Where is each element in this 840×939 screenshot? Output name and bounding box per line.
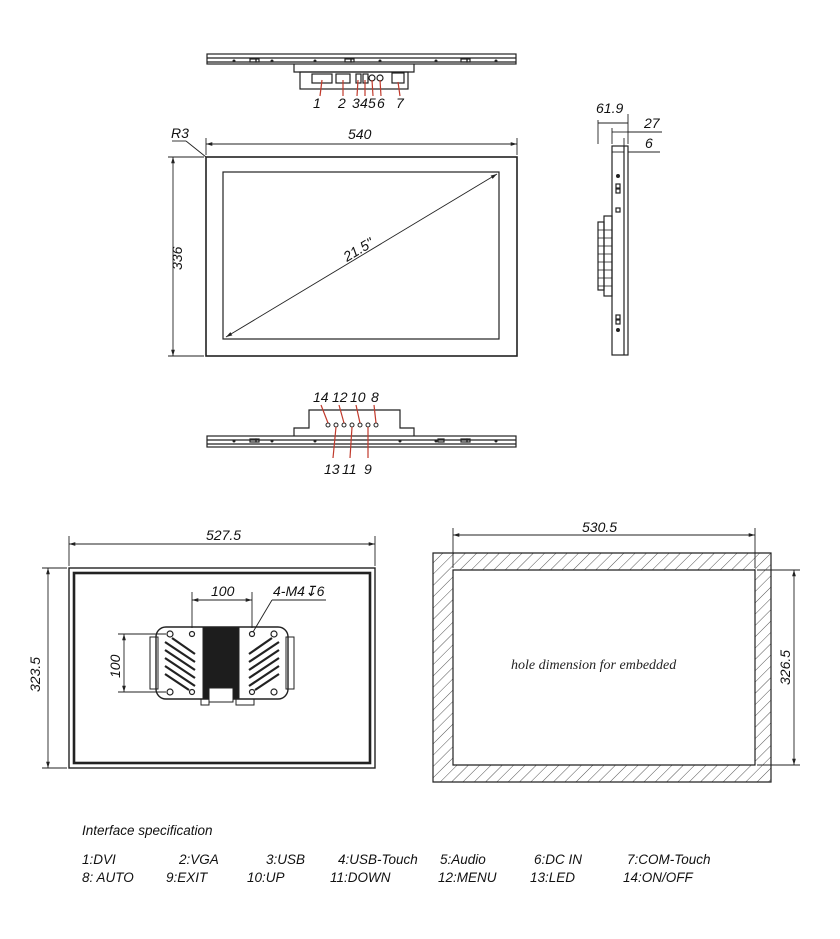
side-view [598,146,628,355]
callout-7: 7 [396,95,404,111]
callout-4: 4 [360,95,368,111]
interface-item: 5:Audio [440,852,486,867]
interface-item: 1:DVI [82,852,116,867]
rear-height-label: 323.5 [27,656,43,692]
corner-radius-label: R3 [171,125,189,141]
interface-item: 7:COM-Touch [627,852,711,867]
interface-item: 2:VGA [179,852,219,867]
top-view [207,54,516,89]
bottom-view [207,410,516,447]
interface-row-1 [82,852,782,870]
interface-item: 3:USB [266,852,306,867]
callout-14: 14 [313,389,329,405]
callout-13: 13 [324,461,340,477]
interface-row-2 [82,870,782,888]
interface-specification [82,823,782,888]
callout-3: 3 [352,95,360,111]
vesa-width-label: 100 [211,583,235,599]
interface-item: 11:DOWN [330,870,391,885]
interface-item: 6:DC IN [534,852,583,867]
side-bezel-depth-label: 27 [644,115,660,131]
cutout-note: hole dimension for embedded [511,658,677,673]
callout-8: 8 [371,389,379,405]
callout-5: 5 [368,95,376,111]
callout-2: 2 [338,95,346,111]
callout-12: 12 [332,389,348,405]
cutout-width-label: 530.5 [582,519,618,535]
rear-width-label: 527.5 [206,527,242,543]
interface-item: 4:USB-Touch [338,852,418,867]
front-height-label: 336 [169,246,185,270]
interface-item: 8: AUTO [82,870,134,885]
diagonal-label: 21.5" [340,234,377,265]
interface-item: 10:UP [247,870,285,885]
callout-10: 10 [350,389,366,405]
callout-9: 9 [364,461,372,477]
callout-11: 11 [342,461,357,477]
cutout-height-label: 326.5 [777,649,793,685]
interface-item: 9:EXIT [166,870,208,885]
interface-item: 14:ON/OFF [623,870,693,885]
top-callout-numbers [313,95,405,111]
bottom-callout-numbers [313,389,379,477]
front-width-label: 540 [348,126,372,142]
side-depth-label: 61.9 [596,100,624,116]
callout-6: 6 [377,95,385,111]
bottom-callout-leaders [321,405,376,458]
side-bezel-label: 6 [645,135,653,151]
interface-item: 13:LED [530,870,576,885]
callout-1: 1 [313,95,321,111]
vesa-height-label: 100 [107,654,123,678]
interface-item: 12:MENU [438,870,497,885]
interface-title: Interface specification [82,823,213,838]
front-dimensions [168,138,517,356]
screw-spec-label: 4-M4↧6 [273,583,325,599]
